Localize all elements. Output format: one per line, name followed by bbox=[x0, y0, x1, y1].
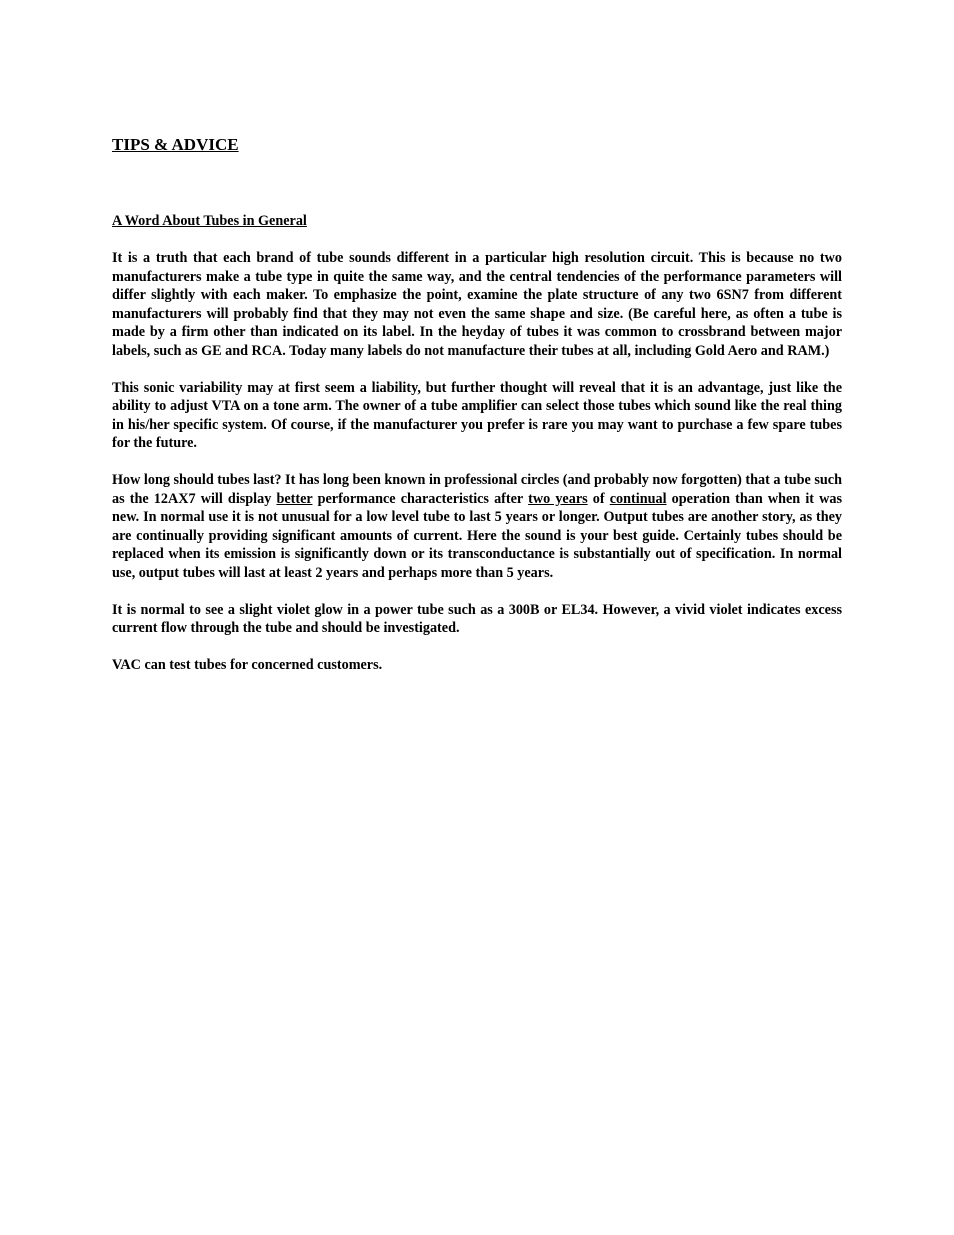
emphasis-better: better bbox=[276, 490, 313, 507]
lifespan-text-2: performance characteristics after bbox=[312, 490, 529, 507]
document-page bbox=[112, 133, 842, 675]
lifespan-text-4: operation than when it was new. In normal use it is not unusual for a low level tube to last 5 years or longer. Output tubes are another story, as they are continually providing significant amounts of current. Here the sound is your best guide. Certainly tubes should be replaced when its emission is significantly down or its transconductance is substantially out of specification. In normal use, output tubes will last at least 2 years and perhaps more than 5 years. bbox=[112, 490, 842, 581]
emphasis-two-years: two years bbox=[528, 490, 588, 507]
paragraph-tube-lifespan bbox=[112, 471, 842, 582]
emphasis-continual: continual bbox=[609, 490, 667, 507]
section-heading: A Word About Tubes in General bbox=[112, 213, 307, 229]
paragraph-tube-brands: It is a truth that each brand of tube sounds different in a particular high resolution circuit. This is because no two manufacturers make a tube type in quite the same way, and the central tendencies of the performance parameters will differ slightly with each maker. To emphasize the point, examine the plate structure of any two 6SN7 from different manufacturers will probably find that they may not even the same shape and size. (Be careful here, as often a tube is made by a firm other than indicated on its label. In the heyday of tubes it was common to crossbrand between major labels, such as GE and RCA. Today many labels do not manufacture their tubes at all, including Gold Aero and RAM.) bbox=[112, 250, 842, 359]
page-title: TIPS & ADVICE bbox=[112, 135, 239, 154]
lifespan-text-1: How long should tubes last? It has long been known in professional circles (and probably now forgotten) that a tube such as the 12AX7 will display bbox=[112, 472, 842, 507]
lifespan-text-3: of bbox=[587, 490, 610, 507]
paragraph-violet-glow: It is normal to see a slight violet glow in a power tube such as a 300B or EL34. However, a vivid violet indicates excess current flow through the tube and should be investigated. bbox=[112, 601, 842, 636]
paragraph-tube-testing: VAC can test tubes for concerned customers. bbox=[112, 657, 383, 673]
paragraph-sonic-variability: This sonic variability may at first seem a liability, but further thought will reveal that it is an advantage, just like the ability to adjust VTA on a tone arm. The owner of a tube amplifier can select those tubes which sound like the real thing in his/her specific system. Of course, if the manufacturer you prefer is rare you may want to purchase a few spare tubes for the future. bbox=[112, 379, 842, 451]
